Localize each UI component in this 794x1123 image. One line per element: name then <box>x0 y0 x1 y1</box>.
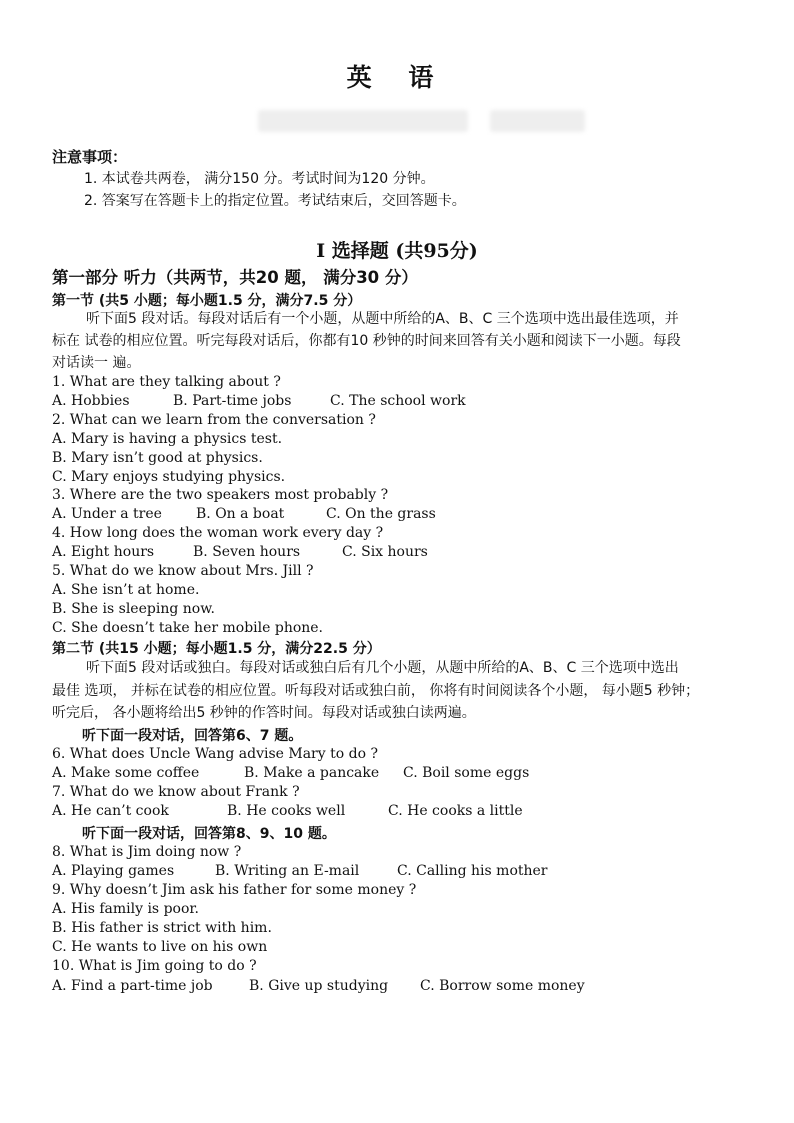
question-8: 8. What is Jim doing now ? <box>52 844 242 860</box>
option-c: C. On the grass <box>326 506 436 522</box>
option-a: A. Find a part-time job <box>52 978 213 994</box>
subsection-1-title: 第一节 (共5 小题；每小题1.5 分，满分7.5 分） <box>52 293 362 309</box>
option-b: B. He cooks well <box>227 803 346 819</box>
option-a: A. Mary is having a physics test. <box>52 431 283 447</box>
option-b: B. On a boat <box>196 506 285 522</box>
option-b: B. His father is strict with him. <box>52 920 272 936</box>
question-2: 2. What can we learn from the conversation ? <box>52 412 376 428</box>
option-b: B. Make a pancake <box>244 765 380 781</box>
section-title: 第一部分 听力（共两节，共20 题， 满分30 分） <box>52 268 418 287</box>
option-b: B. Part-time jobs <box>173 393 292 409</box>
part-title: I 选择题 (共95分) <box>316 240 478 262</box>
option-a: A. Playing games <box>52 863 175 879</box>
question-6: 6. What does Uncle Wang advise Mary to do ? <box>52 746 378 762</box>
option-b: B. She is sleeping now. <box>52 601 215 617</box>
question-10: 10. What is Jim going to do ? <box>52 958 257 974</box>
option-c: C. Boil some eggs <box>403 765 530 781</box>
option-b: B. Give up studying <box>249 978 389 994</box>
option-b: B. Writing an E-mail <box>215 863 360 879</box>
group-heading: 听下面一段对话，回答第8、9、10 题。 <box>82 826 336 842</box>
notice-item-2: 2. 答案写在答题卡上的指定位置。考试结束后，交回答题卡。 <box>84 193 466 209</box>
option-a: A. Under a tree <box>52 506 162 522</box>
option-a: A. His family is poor. <box>52 901 199 917</box>
question-9: 9. Why doesn’t Jim ask his father for some money ? <box>52 882 417 898</box>
instruction-line: 听完后， 各小题将给出5 秒钟的作答时间。每段对话或独白读两遍。 <box>52 705 476 721</box>
group-heading: 听下面一段对话，回答第6、7 题。 <box>82 728 303 744</box>
option-c: C. Calling his mother <box>397 863 548 879</box>
option-a: A. Hobbies <box>52 393 130 409</box>
option-a: A. Make some coffee <box>52 765 200 781</box>
question-5: 5. What do we know about Mrs. Jill ? <box>52 563 314 579</box>
notice-heading: 注意事项： <box>52 148 128 166</box>
option-c: C. He cooks a little <box>388 803 523 819</box>
page-title: 英 语 <box>346 63 448 92</box>
option-c: C. Six hours <box>342 544 428 560</box>
option-a: A. Eight hours <box>52 544 155 560</box>
instruction-line: 最佳 选项， 并标在试卷的相应位置。听每段对话或独白前， 你将有时间阅读各个小题， 每小题5 秒钟； <box>52 683 700 699</box>
instruction-line: 听下面5 段对话。每段对话后有一个小题，从题中所给的A、B、C 三个选项中选出最佳选项，并 <box>86 311 679 327</box>
option-a: A. She isn’t at home. <box>52 582 200 598</box>
blurred-subtitle-2 <box>490 110 585 132</box>
option-c: C. Borrow some money <box>420 978 585 994</box>
option-b: B. Mary isn’t good at physics. <box>52 450 263 466</box>
option-c: C. Mary enjoys studying physics. <box>52 469 286 485</box>
option-c: C. He wants to live on his own <box>52 939 268 955</box>
instruction-line: 听下面5 段对话或独白。每段对话或独白后有几个小题，从题中所给的A、B、C 三个选项中选出 <box>86 660 679 676</box>
option-c: C. The school work <box>330 393 466 409</box>
blurred-subtitle <box>258 110 468 132</box>
instruction-line: 标在 试卷的相应位置。听完每段对话后，你都有10 秒钟的时间来回答有关小题和阅读下一小题。每段 <box>52 333 681 349</box>
question-7: 7. What do we know about Frank ? <box>52 784 300 800</box>
subsection-2-title: 第二节 (共15 小题；每小题1.5 分，满分22.5 分） <box>52 641 381 657</box>
option-c: C. She doesn’t take her mobile phone. <box>52 620 324 636</box>
instruction-line: 对话读一 遍。 <box>52 355 141 371</box>
option-a: A. He can’t cook <box>52 803 169 819</box>
option-b: B. Seven hours <box>193 544 301 560</box>
notice-item-1: 1. 本试卷共两卷， 满分150 分。考试时间为120 分钟。 <box>84 171 435 187</box>
question-1: 1. What are they talking about ? <box>52 374 281 390</box>
question-4: 4. How long does the woman work every day ? <box>52 525 384 541</box>
question-3: 3. Where are the two speakers most probably ? <box>52 487 389 503</box>
